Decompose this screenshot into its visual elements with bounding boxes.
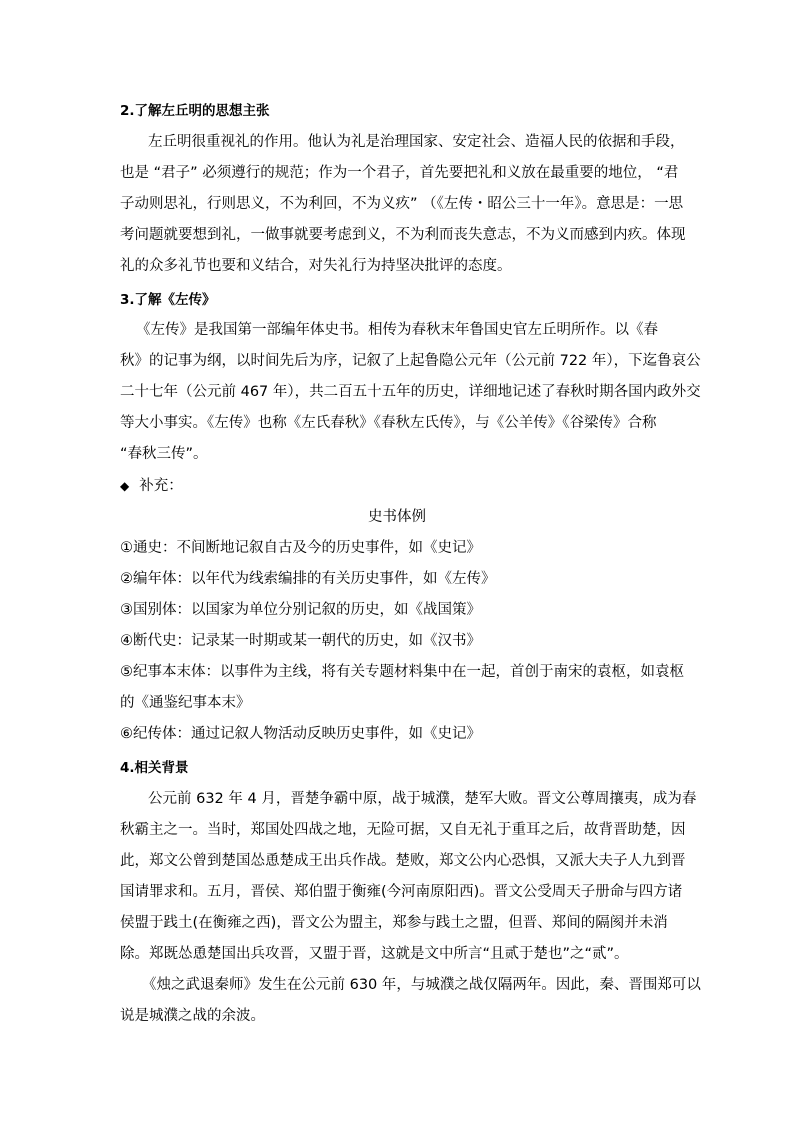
section-2-line: 也是 “君子” 必须遵行的规范；作为一个君子，首先要把礼和义放在最重要的地位， “君 [120,165,679,181]
section-2-heading: 2.了解左丘明的思想主张 [120,103,270,119]
section-2-line: 子动则思礼，行则思义，不为利回，不为义疚” （《左传・昭公三十一年》。意思是：一思 [120,196,684,212]
section-3-line: “春秋三传”。 [120,446,208,462]
section-4-line: 国请罪求和。五月，晋侯、郑伯盟于衡雍(今河南原阳西)。晋文公受周天子册命与四方诸 [120,884,683,900]
section-4-line: 此，郑文公曾到楚国怂恿楚成王出兵作战。楚败，郑文公内心恐惧，又派大夫子人九到晋 [120,853,686,869]
section-4-line: 侯盟于践土(在衡雍之西)，晋文公为盟主，郑参与践土之盟，但晋、郑间的隔阂并未消 [120,915,668,931]
section-3-line: 秋》的记事为纲，以时间先后为序，记叙了上起鲁隐公元年（公元前 722 年），下迄鲁哀公 [120,353,701,369]
history-genre-item: ④断代史：记录某一时期或某一朝代的历史，如《汉书》 [120,633,481,649]
section-3-line: 二十七年（公元前 467 年），共二百五十五年的历史，详细地记述了春秋时期各国内政外交 [120,384,701,400]
history-genre-item: ②编年体：以年代为线索编排的有关历史事件，如《左传》 [120,571,496,587]
section-3-heading: 3.了解《左传》 [120,292,216,308]
section-2-line: 考问题就要想到礼，一做事就要考虑到义，不为利而丧失意志，不为义而感到内疚。体现 [120,227,686,243]
supplement-label [120,476,183,496]
section-4-line: 说是城濮之战的余波。 [120,1008,265,1024]
history-genre-item: 的《通鉴纪事本末》 [120,695,251,711]
supplement-text: 补充： [139,478,183,494]
section-2-line: 左丘明很重视礼的作用。他认为礼是治理国家、安定社会、造福人民的依据和手段， [148,134,685,150]
section-3-line: 《左传》是我国第一部编年体史书。相传为春秋末年鲁国史官左丘明所作。以《春 [136,322,658,338]
section-4-line: 公元前 632 年 4 月，晋楚争霸中原，战于城濮，楚军大败。晋文公尊周攘夷，成为春 [148,791,697,807]
history-genre-item: ①通史：不间断地记叙自古及今的历史事件，如《史记》 [120,540,481,556]
section-4-line: 《烛之武退秦师》发生在公元前 630 年，与城濮之战仅隔两年。因此，秦、晋围郑可以 [142,977,701,993]
section-2-line: 礼的众多礼节也要和义结合，对失礼行为持坚决批评的态度。 [120,258,512,274]
diamond-bullet-icon: ◆ [120,479,130,493]
history-genre-item: ⑥纪传体：通过记叙人物活动反映历史事件，如《史记》 [120,726,481,742]
history-genre-item: ③国别体：以国家为单位分别记叙的历史，如《战国策》 [120,602,481,618]
section-4-line: 秋霸主之一。当时，郑国处四战之地，无险可据，又自无礼于重耳之后，故背晋助楚，因 [120,822,686,838]
supplement-title: 史书体例 [368,509,426,525]
history-genre-item: ⑤纪事本末体：以事件为主线，将有关专题材料集中在一起，首创于南宋的袁枢，如袁枢 [120,664,684,680]
section-4-heading: 4.相关背景 [120,760,189,776]
section-3-line: 等大小事实。《左传》也称《左氏春秋》《春秋左氏传》，与《公羊传》《谷梁传》合称 [120,415,657,431]
section-4-line: 除。郑既怂恿楚国出兵攻晋，又盟于晋，这就是文中所言“且贰于楚也”之“贰”。 [120,946,629,962]
